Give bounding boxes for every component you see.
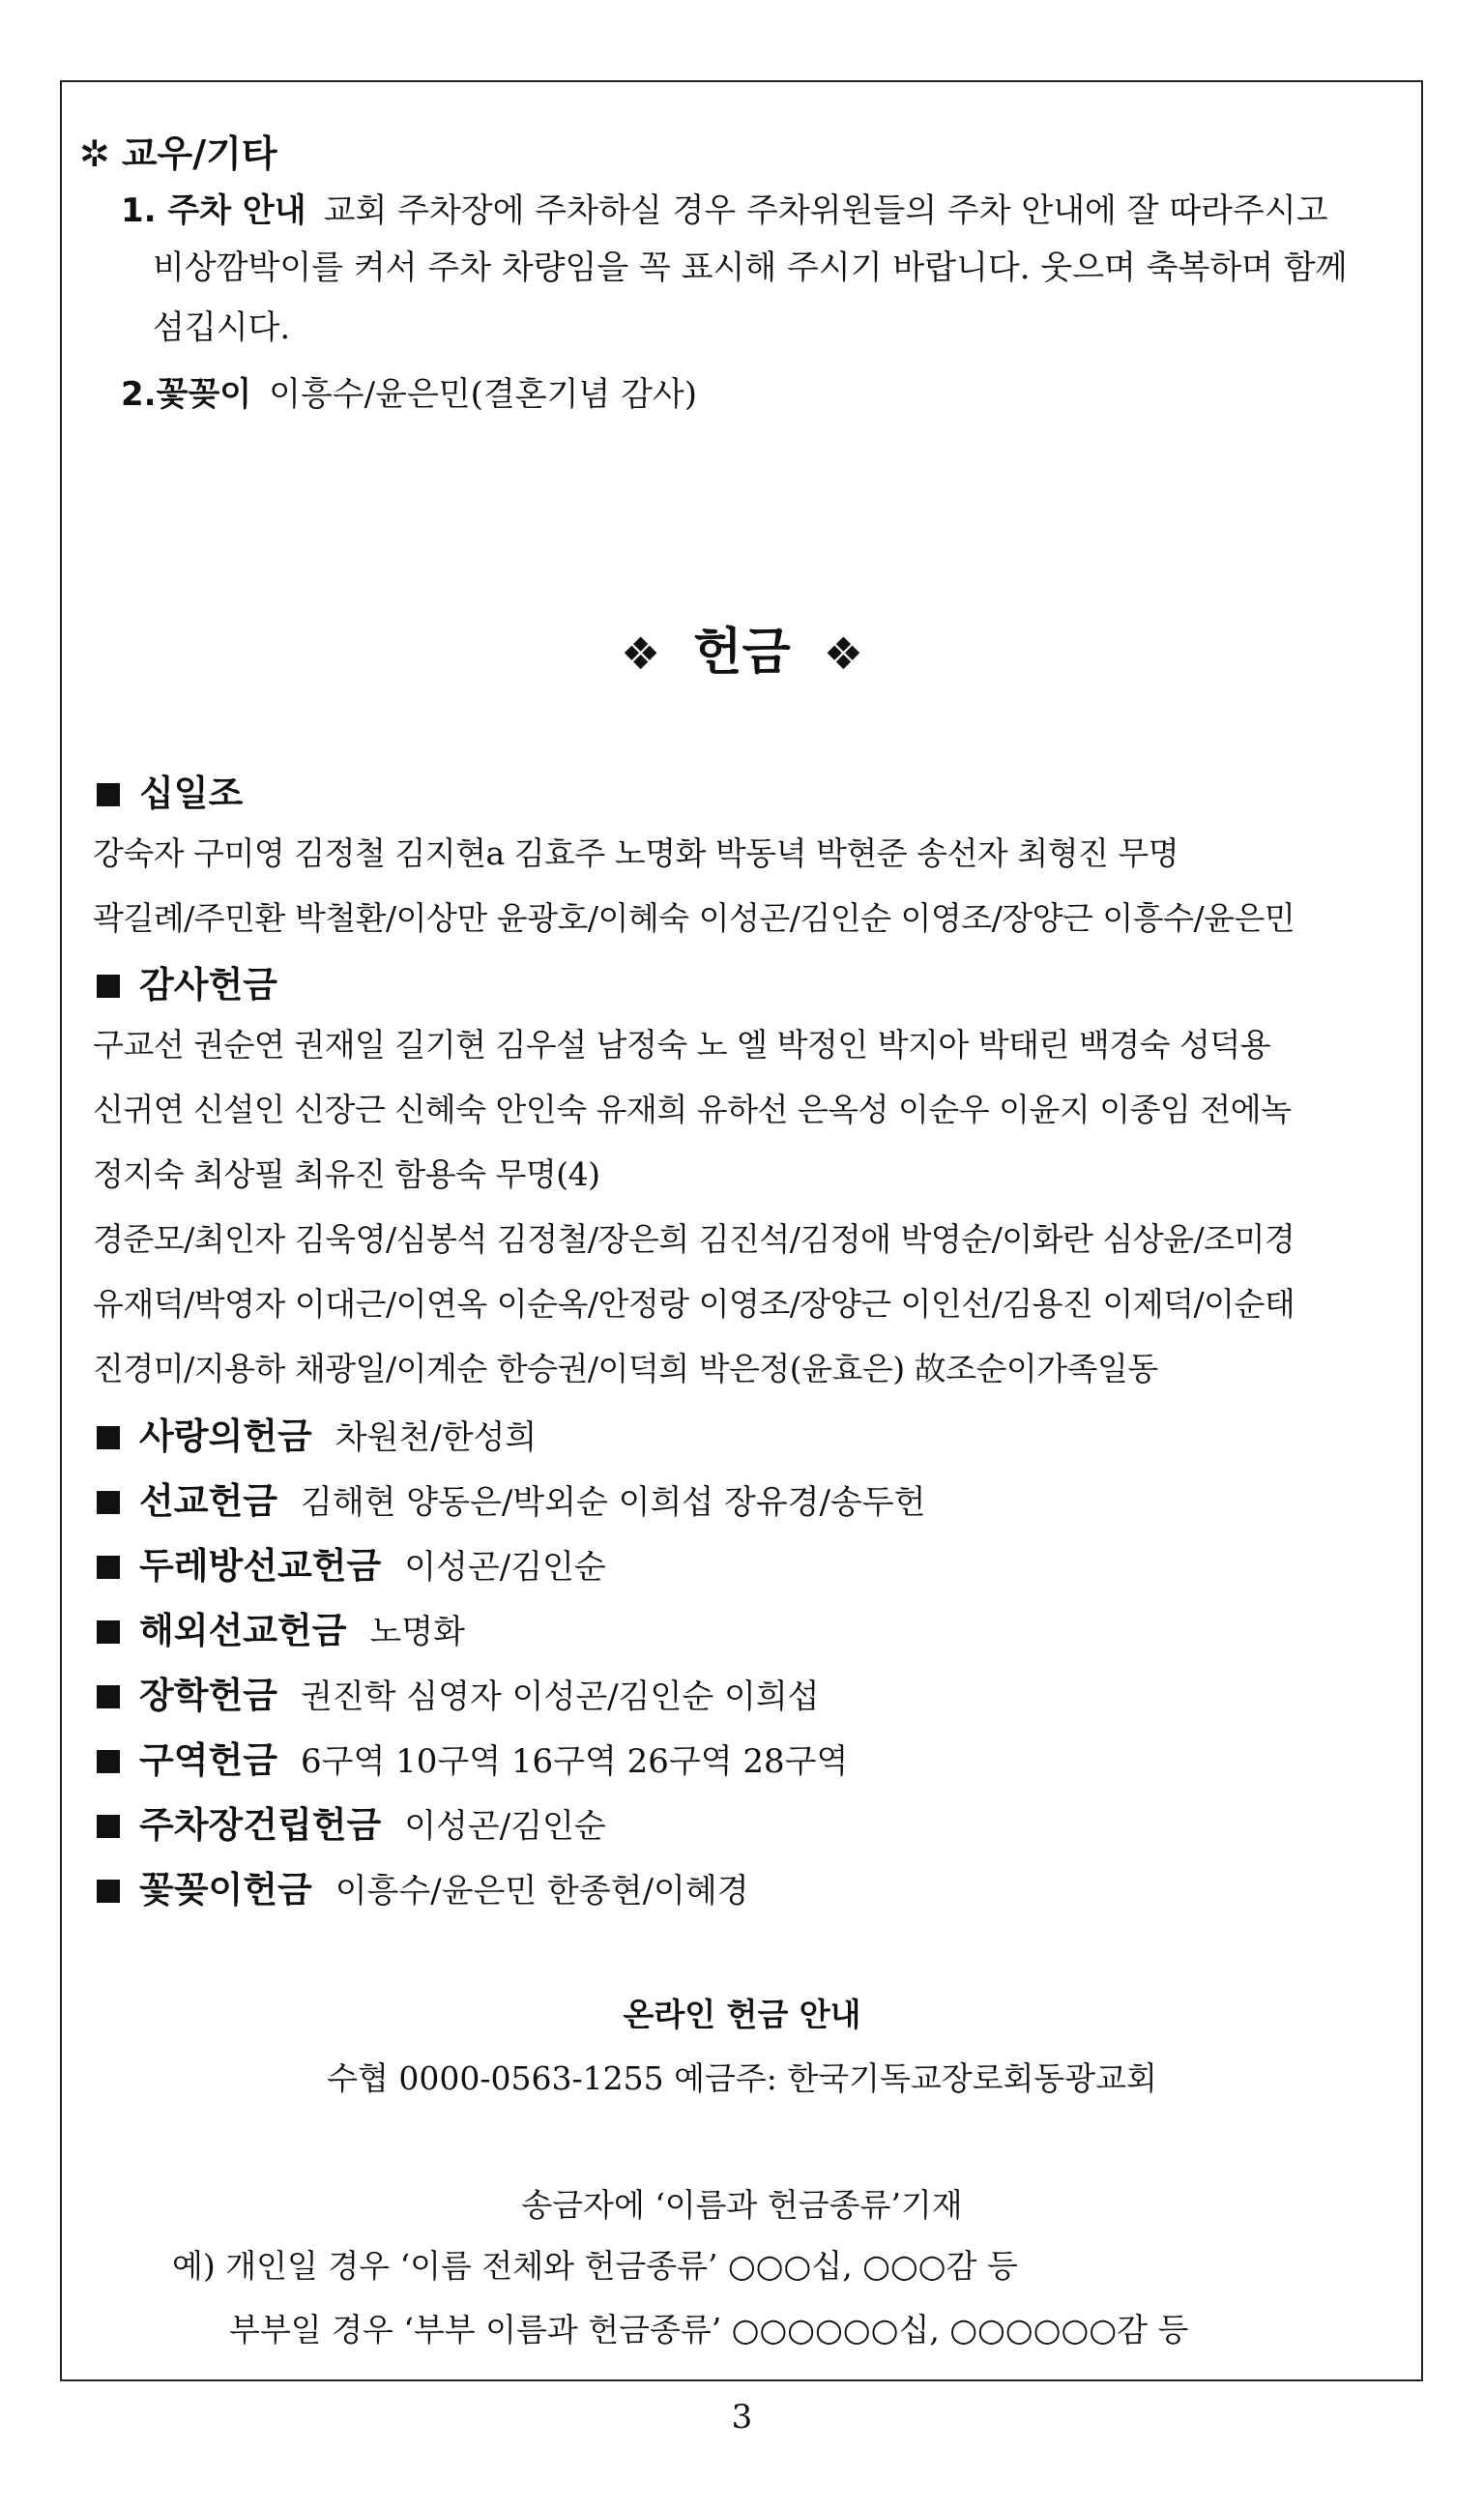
square-bullet-icon: [97, 1750, 120, 1773]
transfer-instruction: 송금자에 ‘이름과 헌금종류’기재: [521, 2186, 963, 2224]
online-offering-title: 온라인 헌금 안내: [623, 1996, 861, 2033]
notice-continuation: 비상깜박이를 켜서 주차 차량임을 꼭 표시해 주시기 바랍니다. 웃으며 축복하며 함께: [153, 248, 1348, 287]
section-title: 교우/기타: [121, 132, 277, 175]
offering-title-text: 헌금: [693, 624, 791, 682]
category-donors: 6구역 10구역 16구역 26구역 28구역: [300, 1742, 849, 1781]
category-name: 감사헌금: [139, 964, 277, 1006]
category-donors: 김해현 양동은/박외순 이희섭 장유경/송두헌: [300, 1483, 926, 1522]
asterisk-icon: ✲: [79, 132, 110, 175]
example-couple: 부부일 경우 ‘부부 이름과 헌금종류’ ○○○○○○십, ○○○○○○감 등: [229, 2311, 1189, 2349]
category-scholarship: [97, 1666, 820, 1718]
notice-text: 이흥수/윤은민(결혼기념 감사): [269, 375, 698, 414]
example-individual: 예) 개인일 경우 ‘이름 전체와 헌금종류’ ○○○십, ○○○감 등: [172, 2247, 1018, 2285]
category-parking-building: [97, 1795, 606, 1848]
donor-line: 강숙자 구미영 김정철 김지현a 김효주 노명화 박동녁 박현준 송선자 최형진 무명: [93, 834, 1179, 872]
notice-parking: [121, 180, 1328, 242]
notice-label: 1. 주차 안내: [121, 191, 306, 230]
square-bullet-icon: [97, 1880, 120, 1903]
category-thanksgiving: [97, 955, 301, 1007]
category-donors: 이성곤/김인순: [404, 1548, 606, 1587]
category-donors: 노명화: [369, 1613, 465, 1651]
category-donors: 이성곤/김인순: [404, 1807, 606, 1846]
page-number: 3: [731, 2398, 753, 2436]
category-name: 선교헌금: [139, 1480, 277, 1522]
category-name: 십일조: [139, 773, 244, 814]
category-donors: 권진학 심영자 이성곤/김인순 이희섭: [300, 1678, 820, 1716]
offering-title: [0, 611, 1484, 684]
diamond-icon: ❖: [823, 627, 863, 680]
donor-line: 신귀연 신설인 신장근 신혜숙 안인숙 유재희 유하선 은옥성 이순우 이윤지 이종임 전에녹: [93, 1091, 1292, 1128]
category-overseas-mission: [97, 1601, 465, 1653]
category-district: [97, 1731, 848, 1783]
bank-account: 수협 0000-0563-1255 예금주: 한국기독교장로회동광교회: [327, 2059, 1157, 2097]
square-bullet-icon: [97, 1815, 120, 1838]
donor-line: 경준모/최인자 김욱영/심봉석 김정철/장은희 김진석/김정애 박영순/이화란 심상윤/조미경: [93, 1220, 1295, 1258]
donor-line: 유재덕/박영자 이대근/이연옥 이순옥/안정랑 이영조/장양근 이인선/김용진 이제덕/이순태: [93, 1285, 1295, 1323]
category-name: 해외선교헌금: [139, 1610, 347, 1651]
square-bullet-icon: [97, 1491, 120, 1514]
donor-line: 구교선 권순연 권재일 길기현 김우설 남정숙 노 엘 박정인 박지아 박태린 백경숙 성덕용: [93, 1026, 1271, 1064]
square-bullet-icon: [97, 975, 120, 998]
category-name: 두레방선교헌금: [139, 1545, 382, 1587]
category-name: 구역헌금: [139, 1739, 277, 1781]
notice-continuation: 섬깁시다.: [153, 308, 291, 347]
square-bullet-icon: [97, 783, 120, 806]
notice-flowers: [121, 364, 697, 425]
square-bullet-icon: [97, 1620, 120, 1644]
square-bullet-icon: [97, 1685, 120, 1708]
category-name: 장학헌금: [139, 1675, 277, 1716]
diamond-icon: ❖: [621, 627, 661, 680]
category-tithe: [97, 764, 266, 816]
square-bullet-icon: [97, 1556, 120, 1579]
category-name: 주차장건립헌금: [139, 1804, 382, 1846]
category-donors: 이흥수/윤은민 한종현/이혜경: [335, 1872, 749, 1911]
donor-line: 진경미/지용하 채광일/이계순 한승권/이덕희 박은정(윤효은) 故조순이가족일동: [93, 1350, 1158, 1387]
category-name: 사랑의헌금: [139, 1415, 312, 1457]
category-flower: [97, 1860, 749, 1912]
category-name: 꽃꽂이헌금: [139, 1869, 312, 1911]
notice-label: 2.꽃꽂이: [121, 375, 252, 414]
donor-line: 곽길례/주민환 박철환/이상만 윤광호/이혜숙 이성곤/김인순 이영조/장양근 이흥수/윤은민: [93, 899, 1295, 937]
notice-text: 교회 주차장에 주차하실 경우 주차위원들의 주차 안내에 잘 따라주시고: [323, 191, 1328, 230]
category-love: [97, 1407, 537, 1459]
square-bullet-icon: [97, 1426, 120, 1449]
donor-line: 정지숙 최상필 최유진 함용숙 무명(4): [93, 1155, 600, 1193]
section-header: [79, 124, 277, 177]
category-mission: [97, 1472, 926, 1524]
category-durebang-mission: [97, 1536, 606, 1589]
category-donors: 차원천/한성희: [335, 1418, 538, 1457]
